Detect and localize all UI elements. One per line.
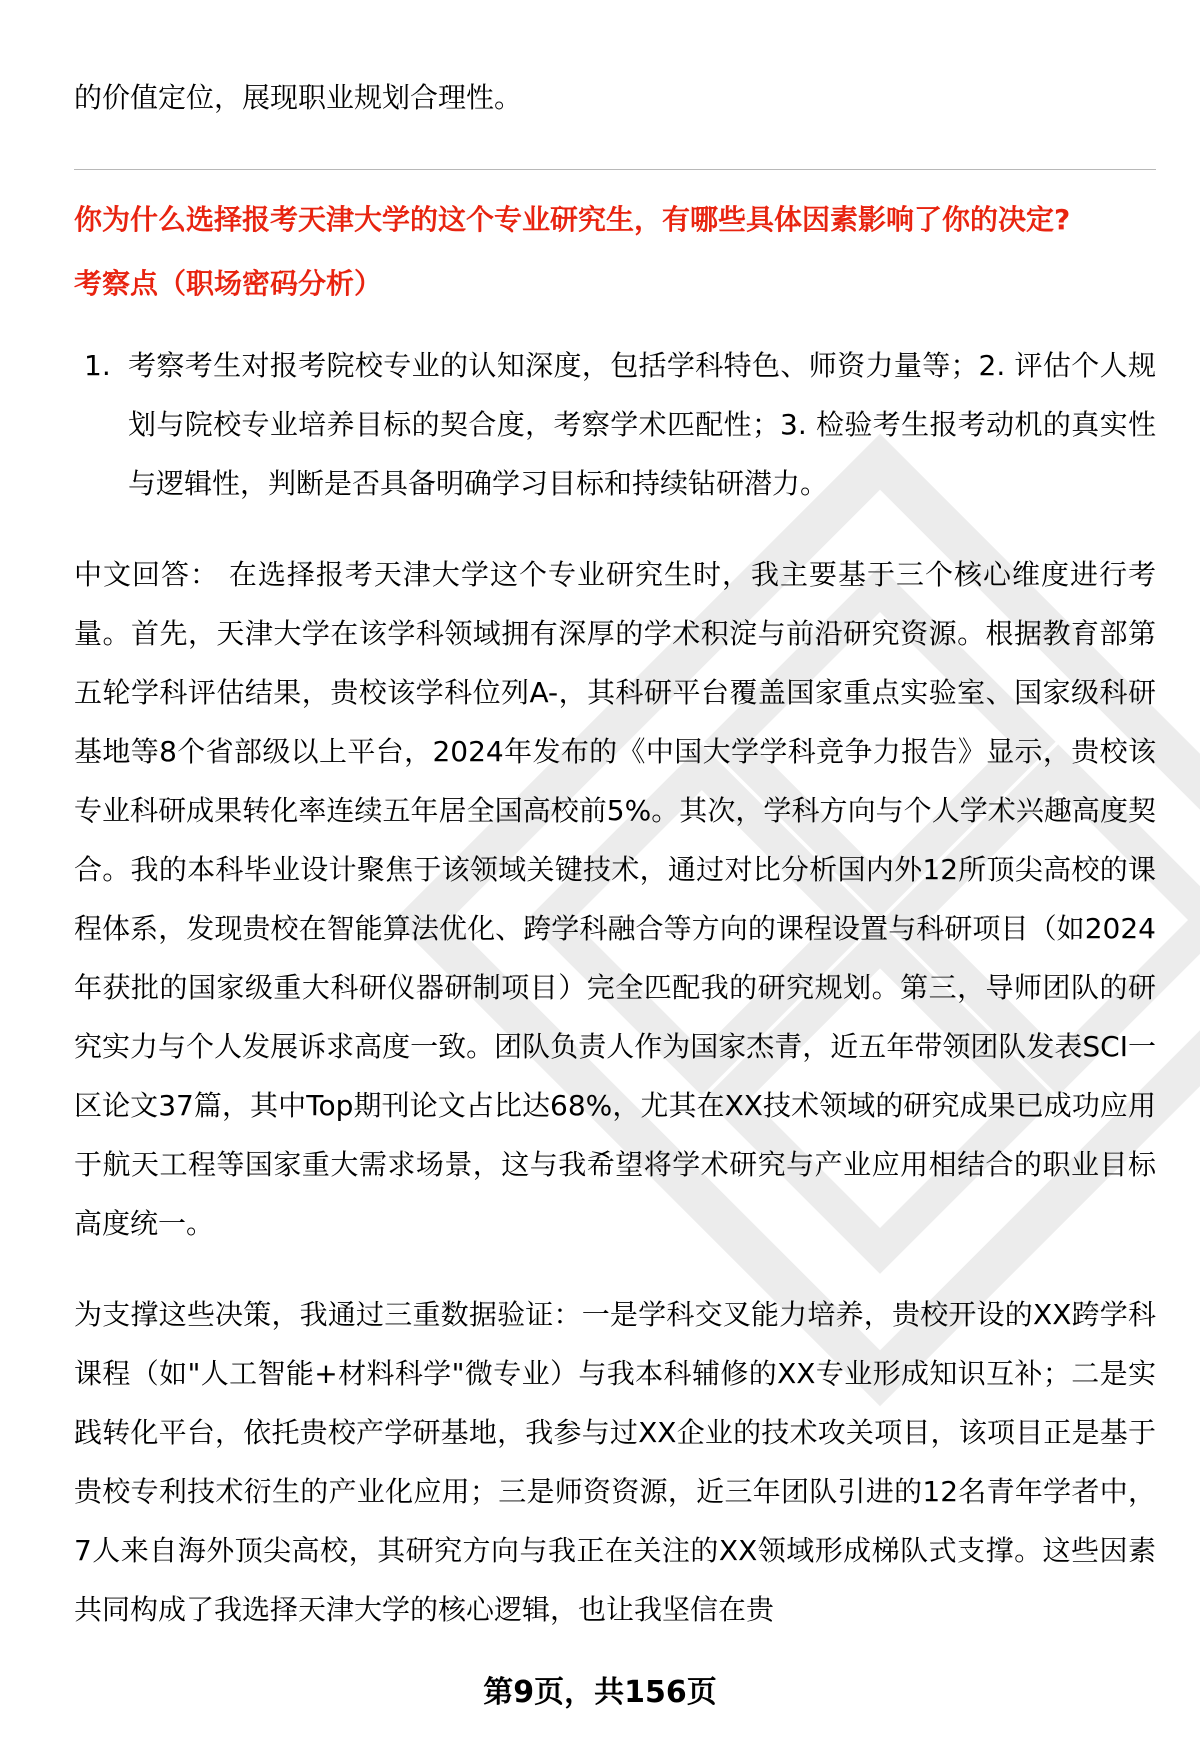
page-content bbox=[74, 68, 1156, 1639]
list-item-text: 考察考生对报考院校专业的认知深度，包括学科特色、师资力量等；2. 评估个人规划与院校专业培养目标的契合度，考察学术匹配性；3. 检验考生报考动机的真实性与逻辑性，判断是否具备明确学习目标和持续钻研潜力。 bbox=[128, 349, 1156, 500]
question-heading: 你为什么选择报考天津大学的这个专业研究生，有哪些具体因素影响了你的决定? bbox=[74, 203, 1071, 236]
answer-paragraph: 中文回答： 在选择报考天津大学这个专业研究生时，我主要基于三个核心维度进行考量。首先，天津大学在该学科领域拥有深厚的学术积淀与前沿研究资源。根据教育部第五轮学科评估结果，贵校该学科位列A-，其科研平台覆盖国家重点实验室、国家级科研基地等8个省部级以上平台，2024年发布的《中国大学学科竞争力报告》显示，贵校该专业科研成果转化率连续五年居全国高校前5%。其次，学科方向与个人学术兴趣高度契合。我的本科毕业设计聚焦于该领域关键技术，通过对比分析国内外12所顶尖高校的课程体系，发现贵校在智能算法优化、跨学科融合等方向的课程设置与科研项目（如2024年获批的国家级重大科研仪器研制项目）完全匹配我的研究规划。第三，导师团队的研究实力与个人发展诉求高度一致。团队负责人作为国家杰青，近五年带领团队发表SCI一区论文37篇，其中Top期刊论文占比达68%，尤其在XX技术领域的研究成果已成功应用于航天工程等国家重大需求场景，这与我希望将学术研究与产业应用相结合的职业目标高度统一。 bbox=[74, 558, 1156, 1240]
kaocha-heading: 考察点（职场密码分析） bbox=[74, 267, 383, 300]
support-paragraph: 为支撑这些决策，我通过三重数据验证：一是学科交叉能力培养，贵校开设的XX跨学科课程（如"人工智能+材料科学"微专业）与我本科辅修的XX专业形成知识互补；二是实践转化平台，依托贵校产学研基地，我参与过XX企业的技术攻关项目，该项目正是基于贵校专利技术衍生的产业化应用；三是师资资源，近三年团队引进的12名青年学者中，7人来自海外顶尖高校，其研究方向与我正在关注的XX领域形成梯队式支撑。这些因素共同构成了我选择天津大学的核心逻辑，也让我坚信在贵 bbox=[74, 1298, 1156, 1626]
list-item bbox=[74, 336, 1156, 513]
page-footer: 第9页，共156页 bbox=[483, 1675, 717, 1710]
list-item-number: 1. bbox=[84, 349, 111, 382]
kaocha-list bbox=[74, 336, 1156, 513]
section-divider bbox=[74, 169, 1156, 170]
continuation-paragraph: 的价值定位，展现职业规划合理性。 bbox=[74, 81, 523, 114]
